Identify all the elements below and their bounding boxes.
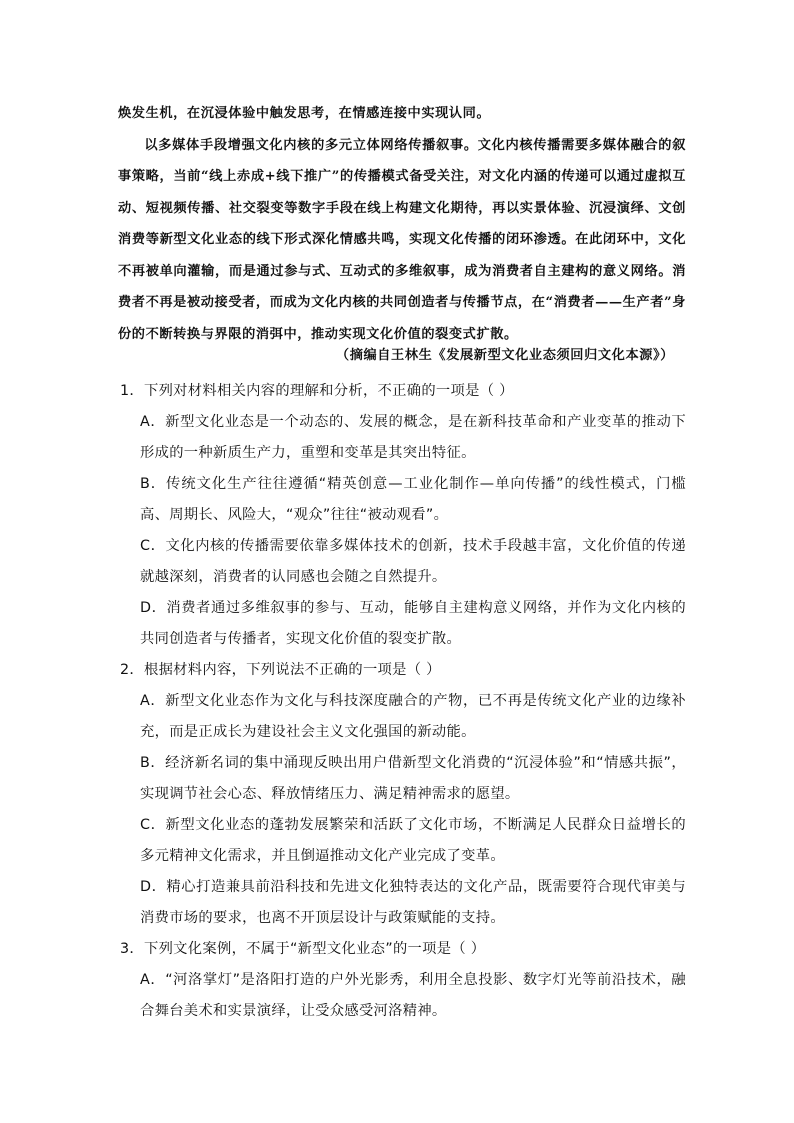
passage-paragraph-1-tail: 焕发生机，在沉浸体验中触发思考，在情感连接中实现认同。 (118, 106, 491, 121)
option-a: A．“河洛掌灯”是洛阳打造的户外光影秀，利用全息投影、数字灯光等前沿技术，融合舞台美术和实景演绎，让受众感受河洛精神。 (140, 972, 686, 1019)
question-stem: 3．下列文化案例，不属于“新型文化业态”的一项是（ ） (120, 941, 486, 957)
reading-passage (118, 98, 686, 350)
option-d: D．消费者通过多维叙事的参与、互动，能够自主建构意义网络，并作为文化内核的共同创造者与传播者，实现文化价值的裂变扩散。 (140, 600, 686, 647)
option-a: A．新型文化业态作为文化与科技深度融合的产物，已不再是传统文化产业的边缘补充，而是正成长为建设社会主义文化强国的新动能。 (140, 693, 686, 740)
option-c: C．新型文化业态的蓬勃发展繁荣和活跃了文化市场，不断满足人民群众日益增长的多元精神文化需求，并且倒逼推动文化产业完成了变革。 (140, 817, 686, 864)
passage-paragraph-2: 以多媒体手段增强文化内核的多元立体网络传播叙事。文化内核传播需要多媒体融合的叙事策略，当前“线上赤成+线下推广”的传播模式备受关注，对文化内涵的传递可以通过虚拟互动、短视频传播、社交裂变等数字手段在线上构建文化期待，再以实景体验、沉浸演绎、文创消费等新型文化业态的线下形式深化情感共鸣，实现文化传播的闭环渗透。在此闭环中，文化不再被单向灌输，而是通过参与式、互动式的多维叙事，成为消费者自主建构的意义网络。消费者不再是被动接受者，而成为文化内核的共同创造者与传播节点，在“消费者——生产者”身份的不断转换与界限的消弭中，推动实现文化价值的裂变式扩散。 (118, 137, 686, 342)
option-c: C．文化内核的传播需要依靠多媒体技术的创新，技术手段越丰富，文化价值的传递就越深刻，消费者的认同感也会随之自然提升。 (140, 538, 686, 585)
question-1 (120, 376, 686, 655)
option-b: B．经济新名词的集中涌现反映出用户借新型文化消费的“沉浸体验”和“情感共振”，实现调节社会心态、释放情绪压力、满足精神需求的愿望。 (140, 755, 686, 802)
option-d: D．精心打造兼具前沿科技和先进文化独特表达的文化产品，既需要符合现代审美与消费市场的要求，也离不开顶层设计与政策赋能的支持。 (140, 879, 686, 926)
option-b: B．传统文化生产往往遵循“精英创意—工业化制作—单向传播”的线性模式，门槛高、周期长、风险大，“观众”往往“被动观看”。 (140, 476, 686, 523)
question-stem: 2．根据材料内容，下列说法不正确的一项是（ ） (120, 662, 441, 678)
option-a: A．新型文化业态是一个动态的、发展的概念，是在新科技革命和产业变革的推动下形成的一种新质生产力，重塑和变革是其突出特征。 (140, 414, 686, 461)
question-stem: 1．下列对材料相关内容的理解和分析，不正确的一项是（ ） (120, 383, 514, 399)
question-list (120, 376, 686, 1027)
question-2 (120, 655, 686, 934)
passage-source: （摘编自王林生《发展新型文化业态须回归文化本源》） (335, 348, 674, 363)
question-3 (120, 934, 686, 1027)
